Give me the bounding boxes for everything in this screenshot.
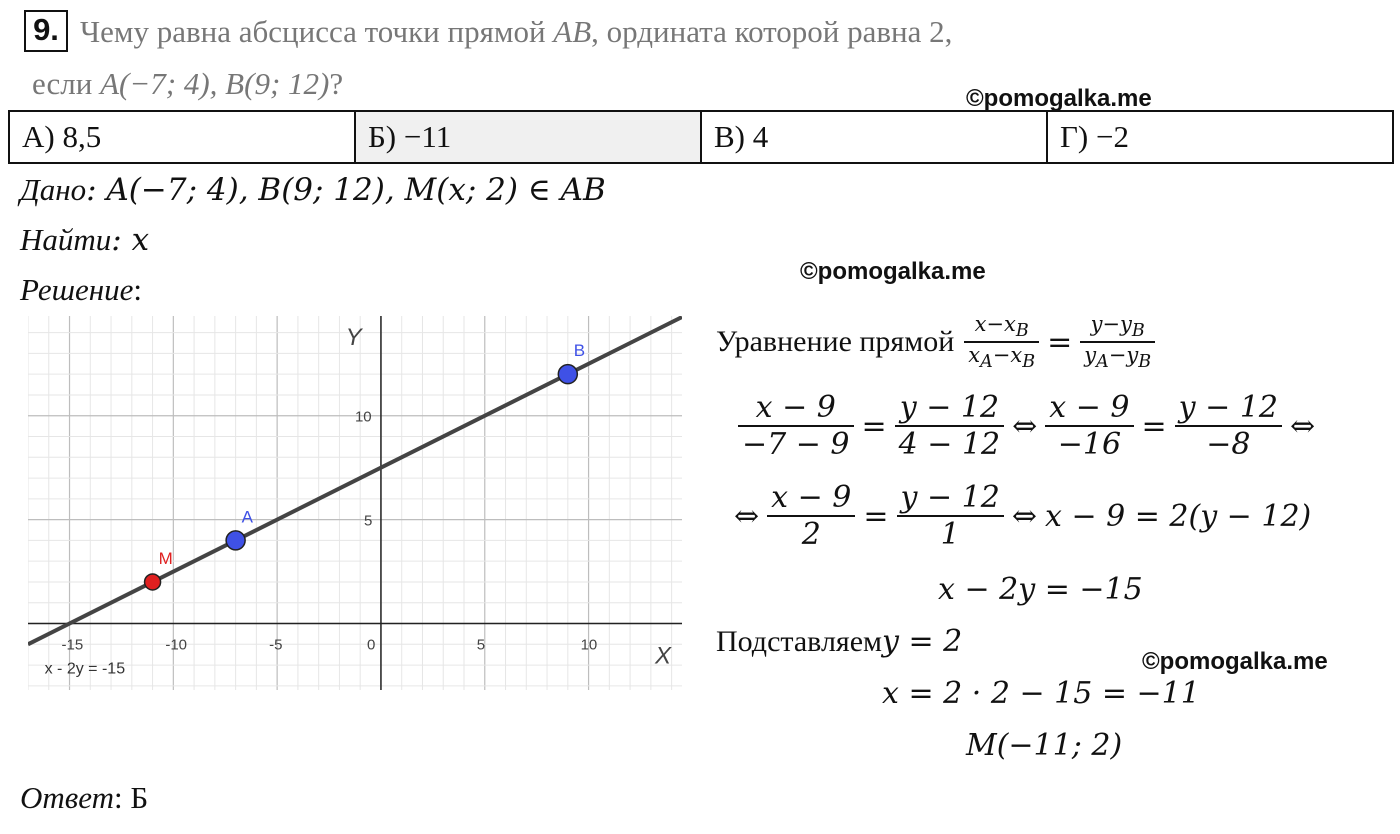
find-label: Найти [20,222,112,257]
fy-den-b: −y [1108,343,1139,368]
row2-frac-4 [1175,390,1282,462]
result-line: M(−11; 2) [966,728,1123,763]
formula-x-denominator [964,343,1039,372]
formula-fraction-y [1080,312,1155,372]
answer-options-table [8,110,1394,164]
formula-y-numerator [1080,312,1155,343]
option-b[interactable]: Б) −11 [355,111,701,163]
point-b [558,365,577,384]
fx-den-a-sub: A [980,352,993,373]
fy-den-a-sub: A [1096,352,1109,373]
equation-row-3 [726,480,1311,552]
question-line-1 [80,14,952,50]
row2-d3: −16 [1057,427,1122,462]
x-tick-label: 10 [580,636,598,654]
row3-d2: 1 [940,517,960,552]
solution-label: Решение [20,272,134,307]
row2-frac-2 [895,390,1004,462]
task-number: 9. [24,10,68,52]
fx-den-b: −x [992,343,1023,368]
option-a[interactable]: А) 8,5 [9,111,355,163]
given-value: : A(−7; 4), B(9; 12), M(x; 2) ∈ AB [86,172,606,208]
equals-sign: = [1047,324,1073,360]
watermark-bottom: ©pomogalka.me [1142,648,1328,675]
x-axis-label: X [655,642,672,670]
formula-x-numerator [964,312,1039,343]
watermark-top: ©pomogalka.me [966,85,1152,112]
row3-iff-2: ⇔ [1011,498,1037,534]
answer-label: Ответ [20,780,114,815]
option-v[interactable]: В) 4 [701,111,1047,163]
find-line [20,222,149,258]
row3-frac-1 [767,480,855,552]
fy-den-a: y [1084,343,1097,368]
row2-n4: y − 12 [1175,390,1282,427]
row3-eq: = [863,498,889,534]
x-tick-label: -15 [61,636,84,654]
question-text-1a: Чему равна абсцисса точки прямой [80,14,554,49]
fy-den-b-sub: B [1138,352,1152,373]
substitute-line [716,624,962,659]
watermark-middle: ©pomogalka.me [800,258,986,285]
question-text-2a: если [32,66,101,101]
fy-num-sub: B [1131,321,1145,342]
point-label-b: B [573,341,586,361]
row2-frac-1 [738,390,854,462]
question-text-2b: A(−7; 4), B(9; 12) [100,66,330,101]
line-equation-label: Уравнение прямой [716,325,955,359]
row2-n2: y − 12 [895,390,1004,427]
question-line-2 [32,66,343,102]
point-a [226,531,245,550]
row3-d1: 2 [801,517,821,552]
row2-d2: 4 − 12 [898,427,1001,462]
coordinate-graph [28,316,682,690]
y-tick-label: 10 [354,408,372,426]
fy-num: y−y [1090,312,1132,336]
fx-num: x−x [974,312,1016,336]
row2-eq-2: = [1141,408,1167,444]
question-text-1b: AB [553,14,592,49]
substitute-label: Подставляем [716,624,883,658]
x-tick-label: 0 [366,636,376,654]
option-g[interactable]: Г) −2 [1047,111,1393,163]
row3-iff-1: ⇔ [734,498,760,534]
formula-y-denominator [1080,343,1155,372]
row2-d1: −7 − 9 [742,427,850,462]
row2-iff-1: ⇔ [1012,408,1038,444]
row3-frac-2 [897,480,1004,552]
row3-n2: y − 12 [897,480,1004,517]
question-text-2c: ? [329,66,344,101]
row2-n1: x − 9 [738,390,854,427]
line-equation-formula [716,312,1155,372]
fx-den-b-sub: B [1022,352,1036,373]
answer-value: : Б [113,780,149,815]
find-value: : x [111,222,150,258]
x-tick-label: -5 [269,636,283,654]
row3-n1: x − 9 [767,480,855,517]
y-axis-label: Y [345,324,362,352]
formula-fraction-x [964,312,1039,372]
equation-row-2 [738,390,1323,462]
row2-d4: −8 [1206,427,1251,462]
given-label: Дано [20,172,87,207]
substitute-value: y = 2 [882,624,963,659]
fx-den-a: x [968,343,981,368]
line-ab [28,317,682,644]
x-tick-label: -10 [165,636,188,654]
answer-line [20,780,148,816]
calc-line: x = 2 · 2 − 15 = −11 [882,676,1200,711]
solution-colon: : [133,272,142,307]
point-label-a: A [241,507,253,527]
y-tick-label: 5 [363,512,373,530]
equation-row-4: x − 2y = −15 [938,572,1143,607]
row3-tail: x − 9 = 2(y − 12) [1044,498,1312,534]
row2-frac-3 [1045,390,1133,462]
row2-iff-2: ⇔ [1290,408,1316,444]
given-line [20,172,606,208]
solution-heading [20,272,142,308]
point-label-m: M [158,548,173,568]
x-tick-label: 5 [476,636,486,654]
row2-eq-1: = [861,408,887,444]
question-text-1c: , ордината которой равна 2, [591,14,953,49]
row2-n3: x − 9 [1045,390,1133,427]
line-equation-label: x - 2y = -15 [44,660,126,678]
fx-num-sub: B [1015,321,1029,342]
point-m [145,574,161,590]
